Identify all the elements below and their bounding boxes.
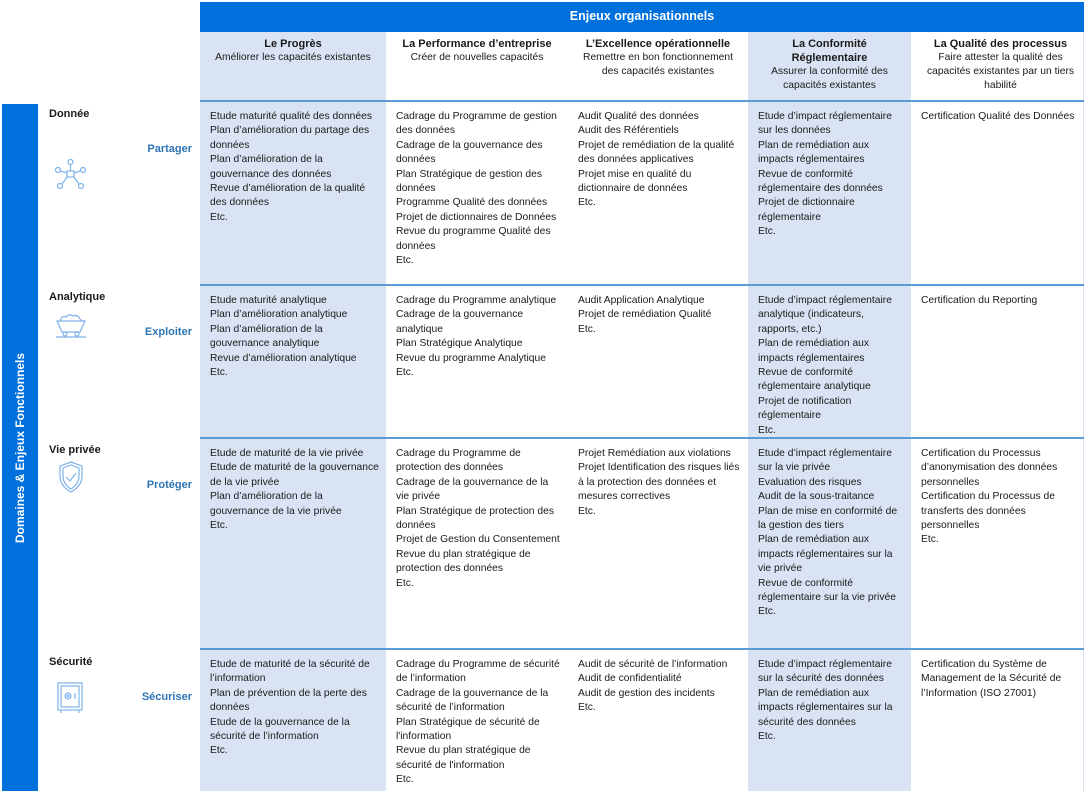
cell-qualite — [911, 441, 1084, 648]
list-item: Audit de confidentialité — [578, 673, 682, 685]
list-item: Etc. — [578, 323, 596, 335]
list-item: Plan de remédiation aux impacts réglementaires sur la sécurité des données — [758, 687, 893, 728]
list-item: Cadrage du Programme de gestion des données — [396, 111, 557, 137]
column-subtitle: Faire attester la qualité des capacités existantes par un tiers habilité — [926, 52, 1075, 91]
verb-partager: Partager — [147, 143, 192, 155]
domain-donnee: Donnée — [49, 108, 90, 120]
cell-performance — [386, 441, 568, 648]
list-item: Projet de notification réglementaire — [758, 395, 852, 422]
list-item: Revue de conformité réglementaire sur la vie privée — [758, 577, 896, 604]
list-item: Etc. — [396, 255, 414, 267]
domain-analytique: Analytique — [49, 291, 106, 303]
list-item: Plan d’amélioration de la gouvernance des données — [210, 154, 332, 180]
verb-exploiter: Exploiter — [144, 326, 192, 338]
column-subtitle: Remettre en bon fonctionnement des capacités existantes — [583, 52, 733, 77]
cell-excellence — [568, 652, 748, 791]
cell-excellence — [568, 441, 748, 648]
list-item: Plan de remédiation aux impacts réglementaires sur la vie privée — [758, 534, 893, 575]
list-item: Plan d’amélioration du partage des données — [210, 125, 370, 151]
list-item: Audit Application Analytique — [578, 295, 705, 306]
column-header-conformite — [748, 32, 911, 100]
list-item: Projet de dictionnaire réglementaire — [758, 197, 855, 223]
list-item: Certification du Reporting — [921, 295, 1038, 306]
list-item: Etc. — [578, 197, 596, 209]
row-divider — [200, 284, 1084, 286]
cell-progres — [200, 288, 386, 437]
list-item: Plan d’amélioration de la gouvernance de la vie privée — [210, 491, 342, 517]
list-item: Etc. — [210, 367, 228, 379]
list-item: Etude d’impact réglementaire analytique (indicateurs, rapports, etc.) — [758, 295, 892, 335]
list-item: Plan Stratégique de sécurité de l'information — [396, 716, 540, 743]
list-item: Certification du Processus de transferts des données personnelles — [921, 491, 1055, 532]
list-item: Projet de Gestion du Consentement — [396, 534, 560, 546]
list-item: Plan de remédiation aux impacts réglementaires — [758, 338, 870, 364]
verb-securiser: Sécuriser — [141, 691, 192, 703]
list-item: Plan Stratégique de gestion des données — [396, 168, 542, 195]
cell-conformite — [748, 652, 911, 791]
list-item: Etc. — [210, 745, 228, 757]
list-item: Plan d’amélioration analytique — [210, 309, 348, 321]
list-item: Cadrage du Programme de sécurité de l’information — [396, 659, 560, 685]
column-title: Le Progrès — [264, 38, 322, 50]
list-item: Etude de la gouvernance de la sécurité de l’information — [210, 716, 350, 743]
list-item: Certification du Processus d’anonymisation des données personnelles — [921, 448, 1058, 488]
column-subtitle: Assurer la conformité des capacités existantes — [771, 66, 888, 91]
list-item: Audit de sécurité de l’information — [578, 659, 728, 670]
list-item: Etc. — [396, 774, 414, 786]
side-label: Domaines & Enjeux Fonctionnels — [13, 352, 27, 543]
row-divider — [200, 648, 1084, 650]
list-item: Evaluation des risques — [758, 476, 862, 488]
column-header-excellence — [568, 32, 748, 100]
cell-performance — [386, 652, 568, 791]
list-item: Etc. — [758, 424, 776, 436]
list-item: Plan Stratégique de protection des données — [396, 505, 554, 532]
list-item: Etc. — [921, 534, 939, 546]
list-item: Revue de conformité réglementaire des données — [758, 168, 883, 195]
domaines-side-bar — [2, 104, 38, 791]
list-item: Projet de remédiation Qualité — [578, 309, 712, 321]
list-item: Etc. — [396, 367, 414, 379]
list-item: Programme Qualité des données — [396, 197, 548, 209]
enjeux-organisationnels-banner: Enjeux organisationnels — [200, 2, 1084, 32]
column-title: L’Excellence opérationnelle — [585, 38, 731, 50]
column-subtitle: Créer de nouvelles capacités — [410, 52, 544, 63]
list-item: Etude de maturité de la sécurité de l’information — [210, 659, 370, 685]
cell-qualite — [911, 288, 1084, 437]
list-item: Revue de conformité réglementaire analytique — [758, 367, 871, 393]
list-item: Plan de mise en conformité de la gestion des tiers — [758, 505, 898, 532]
column-header-qualite — [911, 32, 1084, 100]
cell-conformite — [748, 288, 911, 437]
list-item: Etc. — [578, 505, 596, 517]
list-item: Projet Identification des risques liés à la protection des données et mesures correctives — [578, 462, 740, 503]
list-item: Etude d’impact réglementaire sur la sécurité des données — [758, 659, 892, 685]
column-title: La Qualité des processus — [933, 38, 1068, 50]
cell-progres — [200, 441, 386, 648]
cell-progres — [200, 652, 386, 791]
domain-securite: Sécurité — [49, 656, 93, 668]
list-item: Projet mise en qualité du dictionnaire de données — [578, 168, 692, 195]
cell-excellence — [568, 104, 748, 284]
list-item: Revue d’amélioration analytique — [210, 352, 357, 364]
list-item: Etude d’impact réglementaire sur les données — [758, 111, 892, 137]
list-item: Audit de gestion des incidents — [578, 687, 715, 699]
column-title: La Conformité Réglementaire — [791, 38, 868, 64]
list-item: Etc. — [578, 702, 596, 714]
verb-proteger: Protéger — [146, 479, 192, 491]
list-item: Cadrage de la gouvernance de la sécurité de l’information — [396, 687, 549, 714]
list-item: Etude d’impact réglementaire sur la vie privée — [758, 448, 892, 474]
list-item: Plan Stratégique Analytique — [396, 338, 523, 350]
list-item: Etude de maturité de la gouvernance de la vie privée — [210, 462, 379, 488]
domain-vie-privee: Vie privée — [49, 444, 101, 456]
network-icon — [52, 158, 90, 192]
list-item: Revue du plan stratégique de sécurité de l'information — [396, 745, 531, 771]
cell-qualite — [911, 104, 1084, 284]
list-item: Revue du plan stratégique de protection des données — [396, 548, 531, 575]
column-header-performance — [386, 32, 568, 100]
list-item: Cadrage de la gouvernance de la vie privée — [396, 476, 549, 503]
list-item: Certification Qualité des Données — [921, 111, 1075, 122]
list-item: Revue du programme Analytique — [396, 352, 546, 364]
mine-cart-icon — [52, 310, 90, 344]
shield-check-icon — [52, 460, 90, 494]
list-item: Cadrage de la gouvernance des données — [396, 139, 543, 166]
row-divider — [200, 437, 1084, 439]
list-item: Etc. — [758, 606, 776, 618]
cell-excellence — [568, 288, 748, 437]
cell-conformite — [748, 104, 911, 284]
list-item: Audit de la sous-traitance — [758, 491, 875, 503]
list-item: Audit des Référentiels — [578, 125, 679, 137]
list-item: Cadrage de la gouvernance analytique — [396, 309, 524, 335]
list-item: Revue d’amélioration de la qualité des données — [210, 183, 366, 209]
list-item: Plan d’amélioration de la gouvernance analytique — [210, 323, 323, 350]
list-item: Etc. — [210, 520, 228, 532]
column-title: La Performance d’entreprise — [402, 38, 552, 50]
cell-progres — [200, 104, 386, 284]
list-item: Audit Qualité des données — [578, 111, 699, 122]
safe-icon — [52, 681, 90, 715]
list-item: Plan de remédiation aux impacts réglementaires — [758, 139, 870, 166]
cell-conformite — [748, 441, 911, 648]
list-item: Etc. — [210, 211, 228, 223]
list-item: Etude de maturité de la vie privée — [210, 448, 364, 459]
list-item: Cadrage du Programme de protection des données — [396, 448, 521, 474]
cell-performance — [386, 104, 568, 284]
row-divider — [200, 100, 1084, 102]
list-item: Projet de dictionnaires de Données — [396, 211, 557, 223]
list-item: Revue du programme Qualité des données — [396, 226, 551, 252]
list-item: Plan de prévention de la perte des données — [210, 687, 367, 714]
list-item: Etc. — [396, 577, 414, 589]
column-header-progres — [200, 32, 386, 100]
list-item: Cadrage du Programme analytique — [396, 295, 557, 306]
list-item: Projet de remédiation de la qualité des données applicatives — [578, 139, 735, 166]
list-item: Etc. — [758, 226, 776, 238]
list-item: Projet Remédiation aux violations — [578, 448, 731, 459]
list-item: Etude maturité qualité des données — [210, 111, 373, 122]
list-item: Etc. — [758, 731, 776, 743]
cell-performance — [386, 288, 568, 437]
column-subtitle: Améliorer les capacités existantes — [215, 52, 371, 63]
list-item: Etude maturité analytique — [210, 295, 327, 306]
list-item: Certification du Système de Management de la Sécurité de l’Information (ISO 27001) — [921, 659, 1062, 699]
cell-qualite — [911, 652, 1084, 791]
